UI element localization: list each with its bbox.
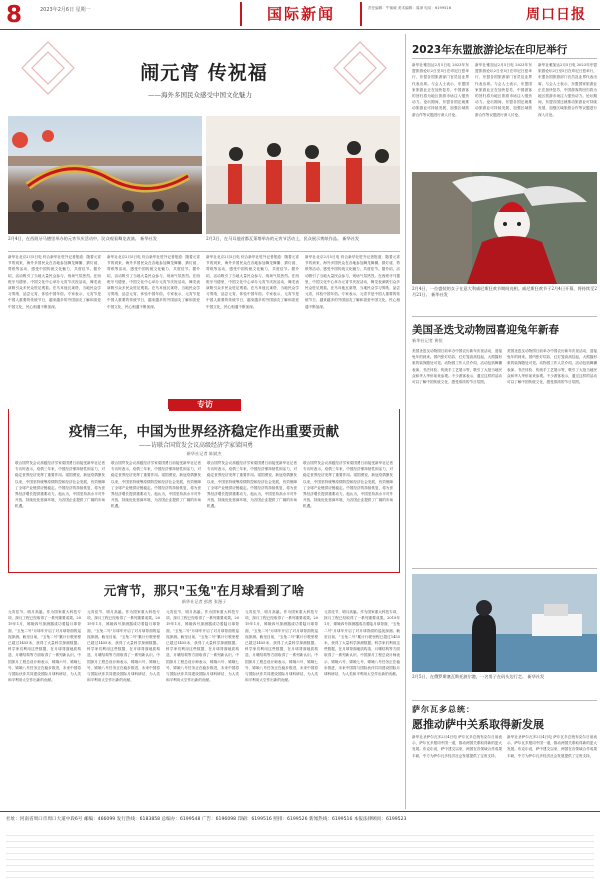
interview-tag: 专访 bbox=[169, 399, 241, 411]
lantern-body-col-2: 新华社北京2月5日电 综合新华社驻外记者报道：随着元宵节的到来，海外多国民众在各地参加舞龙舞狮、猜灯谜、剪纸等活动，感受中国传统文化魅力，共度佳节。据介绍，活动吸引了当地大量民众参与，现场气氛热烈。在西班牙马德里，中国文化中心举办元宵节庆祝活动，舞龙表演吸引众多民众驻足观看。在马耳他瓦莱塔，当地民众学习剪纸、品尝元宵，体验中国年俗。专家表示，元宵节是中国人重要的传统节日，越来越多的外国朋友了解和喜爱中国文化，民心相通不断加深。 bbox=[107, 255, 200, 309]
asean-body-col-3: 新华社雅加达2月5日电 2023年东盟旅游论坛2日至5日在印尼日惹举行，东盟各国旅游部门官员及业界代表出席。与会人士表示，东盟国家旅游业正在加快复苏，中国游客的回归将为地区旅游市场注入强劲动力。论坛期间，东盟各国还就推动旅游业可持续发展、加强区域旅游合作等议题进行深入讨论。 bbox=[538, 63, 597, 117]
lantern-subtitle: ——海外多国民众感受中国文化魅力 bbox=[148, 91, 252, 99]
asean-forum-title: 2023年东盟旅游论坛在印尼举行 bbox=[412, 44, 568, 56]
masthead bbox=[0, 0, 600, 30]
asean-body-col-1: 新华社雅加达2月5日电 2023年东盟旅游论坛2日至5日在印尼日惹举行，东盟各国旅游部门官员及业界代表出席。与会人士表示，东盟国家旅游业正在加快复苏，中国游客的回归将为地区旅游市场注入强劲动力。论坛期间，东盟各国还就推动旅游业可持续发展、加强区域旅游合作等议题进行深入讨论。 bbox=[412, 63, 469, 117]
salvador-body-col-2: 新华社圣萨尔瓦多2月4日电 萨尔瓦多总统布克尔日前表示，萨尔瓦多愿同中国一道，推动两国关系取得新的更大发展。布克尔说，萨中建交以来，两国在各领域合作成果丰硕，中方为萨尔瓦多经济社会发展提供了宝贵支持。 bbox=[507, 735, 597, 758]
issue-date: 2023年2月6日 星期一 bbox=[40, 7, 91, 13]
harbor-caption: 2月5日，在俄罗斯塞瓦斯托波尔港，一名男子在码头边行走。 新华社发 bbox=[412, 674, 545, 679]
interview-body-col-1: 联合国贸发会议高级经济学家梁国勇日前接受新华社记者专访时表示，疫情三年来，中国经济保持韧性和活力，对稳定世界经济发挥了重要作用。梁国勇说，新冠疫情暴发以来，中国坚持统筹疫情防控和经济社会发展，有效保障了全球产业链供应链稳定。中国经济的持续恢复，将为世界经济增长提供重要动力。他认为，中国坚持高水平对外开放，持续优化营商环境，为各国企业提供了广阔的市场机遇。 bbox=[15, 461, 105, 509]
carnival-caption: 2月4日，一位盛装的女子在意大利威尼斯狂欢节期间亮相。威尼斯狂欢节于2月4日开幕，将持续至2月21日。 新华社发 bbox=[412, 286, 598, 298]
lantern-body-col-1: 新华社北京2月5日电 综合新华社驻外记者报道：随着元宵节的到来，海外多国民众在各地参加舞龙舞狮、猜灯谜、剪纸等活动，感受中国传统文化魅力，共度佳节。据介绍，活动吸引了当地大量民众参与，现场气氛热烈。在西班牙马德里，中国文化中心举办元宵节庆祝活动，舞龙表演吸引众多民众驻足观看。在马耳他瓦莱塔，当地民众学习剪纸、品尝元宵，体验中国年俗。专家表示，元宵节是中国人重要的传统节日，越来越多的外国朋友了解和喜爱中国文化，民心相通不断加深。 bbox=[8, 255, 101, 309]
moon-byline: 新华社记者 彭茜 张漫子 bbox=[181, 599, 227, 604]
moon-title: 元宵节，那只"玉兔"在月球看到了啥 bbox=[103, 583, 305, 598]
moon-body-col-3: 元宵佳节，明月高悬。作为国家重大科技专项，探月工程已经取得了一系列重要成果。2019年1月，嫦娥四号探测器成功着陆月球背面，"玉兔二号"月球车开启了对月球背面的巡视探测。截至目前，"玉兔二号"累计行驶里程已超过1455米，获得了大量科学探测数据。科学家们利用这些数据，在月球背面地质构造、月壤结构等方面取得了一系列新认识。中国探月工程总设计师表示，嫦娥六号、嫦娥七号、嫦娥八号任务正在稳步推进，未来中国将与国际伙伴共同建设国际月球科研站，为人类和平利用太空作出新的贡献。 bbox=[166, 610, 239, 683]
interview-byline: 新华社记者 陈斌杰 bbox=[186, 451, 222, 456]
interview-body-col-2: 联合国贸发会议高级经济学家梁国勇日前接受新华社记者专访时表示，疫情三年来，中国经济保持韧性和活力，对稳定世界经济发挥了重要作用。梁国勇说，新冠疫情暴发以来，中国坚持统筹疫情防控和经济社会发展，有效保障了全球产业链供应链稳定。中国经济的持续恢复，将为世界经济增长提供重要动力。他认为，中国坚持高水平对外开放，持续优化营商环境，为各国企业提供了广阔的市场机遇。 bbox=[111, 461, 201, 509]
moon-body-col-2: 元宵佳节，明月高悬。作为国家重大科技专项，探月工程已经取得了一系列重要成果。2019年1月，嫦娥四号探测器成功着陆月球背面，"玉兔二号"月球车开启了对月球背面的巡视探测。截至目前，"玉兔二号"累计行驶里程已超过1455米，获得了大量科学探测数据。科学家们利用这些数据，在月球背面地质构造、月壤结构等方面取得了一系列新认识。中国探月工程总设计师表示，嫦娥六号、嫦娥七号、嫦娥八号任务正在稳步推进，未来中国将与国际伙伴共同建设国际月球科研站，为人类和平利用太空作出新的贡献。 bbox=[87, 610, 160, 683]
lantern-headline-block bbox=[8, 34, 400, 114]
lantern-caption-right: 2月3日，在马耳他首都瓦莱塔举办的元宵节活动上，民众展示剪纸作品。 新华社发 bbox=[206, 236, 360, 241]
dragon-dance-photo bbox=[8, 116, 202, 234]
moon-body-col-1: 元宵佳节，明月高悬。作为国家重大科技专项，探月工程已经取得了一系列重要成果。2019年1月，嫦娥四号探测器成功着陆月球背面，"玉兔二号"月球车开启了对月球背面的巡视探测。截至目前，"玉兔二号"累计行驶里程已超过1455米，获得了大量科学探测数据。科学家们利用这些数据，在月球背面地质构造、月壤结构等方面取得了一系列新认识。中国探月工程总设计师表示，嫦娥六号、嫦娥七号、嫦娥八号任务正在稳步推进，未来中国将与国际伙伴共同建设国际月球科研站，为人类和平利用太空作出新的贡献。 bbox=[8, 610, 81, 683]
salvador-title: 愿推动萨中关系取得新发展 bbox=[412, 718, 544, 731]
editor-info: 责任编辑：牛赛威 美术编辑：周津 电话：6199516 bbox=[368, 6, 451, 10]
zoo-body-col-2: 美国圣迭戈动物园日前举办中国农历新年庆祝活动，迎接兔年的到来。园内张灯结彩，红灯笼高高挂起，大熊猫形象的装饰随处可见。动物园工作人员介绍，活动包括舞狮表演、书法体验、传统手工艺展示等，吸引了大批当地民众和华人华侨前来参观。不少游客表示，通过这样的活动可以了解中国传统文化，感受浓浓的节日氛围。 bbox=[507, 349, 597, 385]
footer-info: 社址：河南省周口市周口大道中段6号 邮编：466099 发行热线：6183858 总编办：6199548 广告：6196098 印刷：6199516 照排：6199526 新闻热线：6199516 本报法律顾问：6199523 bbox=[6, 817, 407, 822]
footer-filler bbox=[6, 830, 594, 878]
interview-body-col-3: 联合国贸发会议高级经济学家梁国勇日前接受新华社记者专访时表示，疫情三年来，中国经济保持韧性和活力，对稳定世界经济发挥了重要作用。梁国勇说，新冠疫情暴发以来，中国坚持统筹疫情防控和经济社会发展，有效保障了全球产业链供应链稳定。中国经济的持续恢复，将为世界经济增长提供重要动力。他认为，中国坚持高水平对外开放，持续优化营商环境，为各国企业提供了广阔的市场机遇。 bbox=[207, 461, 297, 509]
harbor-photo bbox=[412, 574, 597, 672]
lantern-body-col-4: 新华社北京2月5日电 综合新华社驻外记者报道：随着元宵节的到来，海外多国民众在各地参加舞龙舞狮、猜灯谜、剪纸等活动，感受中国传统文化魅力，共度佳节。据介绍，活动吸引了当地大量民众参与，现场气氛热烈。在西班牙马德里，中国文化中心举办元宵节庆祝活动，舞龙表演吸引众多民众驻足观看。在马耳他瓦莱塔，当地民众学习剪纸、品尝元宵，体验中国年俗。专家表示，元宵节是中国人重要的传统节日，越来越多的外国朋友了解和喜爱中国文化，民心相通不断加深。 bbox=[305, 255, 400, 309]
section-title: 国际新闻 bbox=[240, 2, 362, 26]
zoo-title: 美国圣迭戈动物园喜迎兔年新春 bbox=[412, 324, 559, 336]
venice-carnival-photo bbox=[412, 172, 597, 284]
moon-body-col-4: 元宵佳节，明月高悬。作为国家重大科技专项，探月工程已经取得了一系列重要成果。2019年1月，嫦娥四号探测器成功着陆月球背面，"玉兔二号"月球车开启了对月球背面的巡视探测。截至目前，"玉兔二号"累计行驶里程已超过1455米，获得了大量科学探测数据。科学家们利用这些数据，在月球背面地质构造、月壤结构等方面取得了一系列新认识。中国探月工程总设计师表示，嫦娥六号、嫦娥七号、嫦娥八号任务正在稳步推进，未来中国将与国际伙伴共同建设国际月球科研站，为人类和平利用太空作出新的贡献。 bbox=[245, 610, 318, 683]
moon-body-col-5: 元宵佳节，明月高悬。作为国家重大科技专项，探月工程已经取得了一系列重要成果。2019年1月，嫦娥四号探测器成功着陆月球背面，"玉兔二号"月球车开启了对月球背面的巡视探测。截至目前，"玉兔二号"累计行驶里程已超过1455米，获得了大量科学探测数据。科学家们利用这些数据，在月球背面地质构造、月壤结构等方面取得了一系列新认识。中国探月工程总设计师表示，嫦娥六号、嫦娥七号、嫦娥八号任务正在稳步推进，未来中国将与国际伙伴共同建设国际月球科研站，为人类和平利用太空作出新的贡献。 bbox=[324, 610, 400, 677]
paper-cutting-photo bbox=[206, 116, 400, 234]
page-number: 8 bbox=[6, 2, 23, 28]
lantern-caption-left: 2月4日，在西班牙马德里举办的元宵节庆活动中，民众观看舞龙表演。 新华社发 bbox=[8, 236, 158, 241]
asean-body-col-2: 新华社雅加达2月5日电 2023年东盟旅游论坛2日至5日在印尼日惹举行，东盟各国旅游部门官员及业界代表出席。与会人士表示，东盟国家旅游业正在加快复苏，中国游客的回归将为地区旅游市场注入强劲动力。论坛期间，东盟各国还就推动旅游业可持续发展、加强区域旅游合作等议题进行深入讨论。 bbox=[475, 63, 532, 117]
lantern-title: 闹元宵 传祝福 bbox=[140, 62, 268, 84]
salvador-kicker: 萨尔瓦多总统： bbox=[412, 705, 475, 714]
interview-title: 疫情三年，中国为世界经济稳定作出重要贡献 bbox=[69, 424, 339, 440]
zoo-byline: 新华社记者 黄恒 bbox=[412, 338, 443, 343]
newspaper-logo: 周口日报 bbox=[526, 7, 586, 23]
interview-body-col-4: 联合国贸发会议高级经济学家梁国勇日前接受新华社记者专访时表示，疫情三年来，中国经济保持韧性和活力，对稳定世界经济发挥了重要作用。梁国勇说，新冠疫情暴发以来，中国坚持统筹疫情防控和经济社会发展，有效保障了全球产业链供应链稳定。中国经济的持续恢复，将为世界经济增长提供重要动力。他认为，中国坚持高水平对外开放，持续优化营商环境，为各国企业提供了广阔的市场机遇。 bbox=[303, 461, 393, 509]
interview-subtitle: ——访联合国贸发会议高级经济学家梁国勇 bbox=[139, 442, 254, 449]
special-interview-box bbox=[8, 399, 400, 573]
lantern-body-col-3: 新华社北京2月5日电 综合新华社驻外记者报道：随着元宵节的到来，海外多国民众在各地参加舞龙舞狮、猜灯谜、剪纸等活动，感受中国传统文化魅力，共度佳节。据介绍，活动吸引了当地大量民众参与，现场气氛热烈。在西班牙马德里，中国文化中心举办元宵节庆祝活动，舞龙表演吸引众多民众驻足观看。在马耳他瓦莱塔，当地民众学习剪纸、品尝元宵，体验中国年俗。专家表示，元宵节是中国人重要的传统节日，越来越多的外国朋友了解和喜爱中国文化，民心相通不断加深。 bbox=[206, 255, 299, 309]
zoo-body-col-1: 美国圣迭戈动物园日前举办中国农历新年庆祝活动，迎接兔年的到来。园内张灯结彩，红灯笼高高挂起，大熊猫形象的装饰随处可见。动物园工作人员介绍，活动包括舞狮表演、书法体验、传统手工艺展示等，吸引了大批当地民众和华人华侨前来参观。不少游客表示，通过这样的活动可以了解中国传统文化，感受浓浓的节日氛围。 bbox=[412, 349, 502, 385]
salvador-body-col-1: 新华社圣萨尔瓦多2月4日电 萨尔瓦多总统布克尔日前表示，萨尔瓦多愿同中国一道，推动两国关系取得新的更大发展。布克尔说，萨中建交以来，两国在各领域合作成果丰硕，中方为萨尔瓦多经济社会发展提供了宝贵支持。 bbox=[412, 735, 502, 758]
